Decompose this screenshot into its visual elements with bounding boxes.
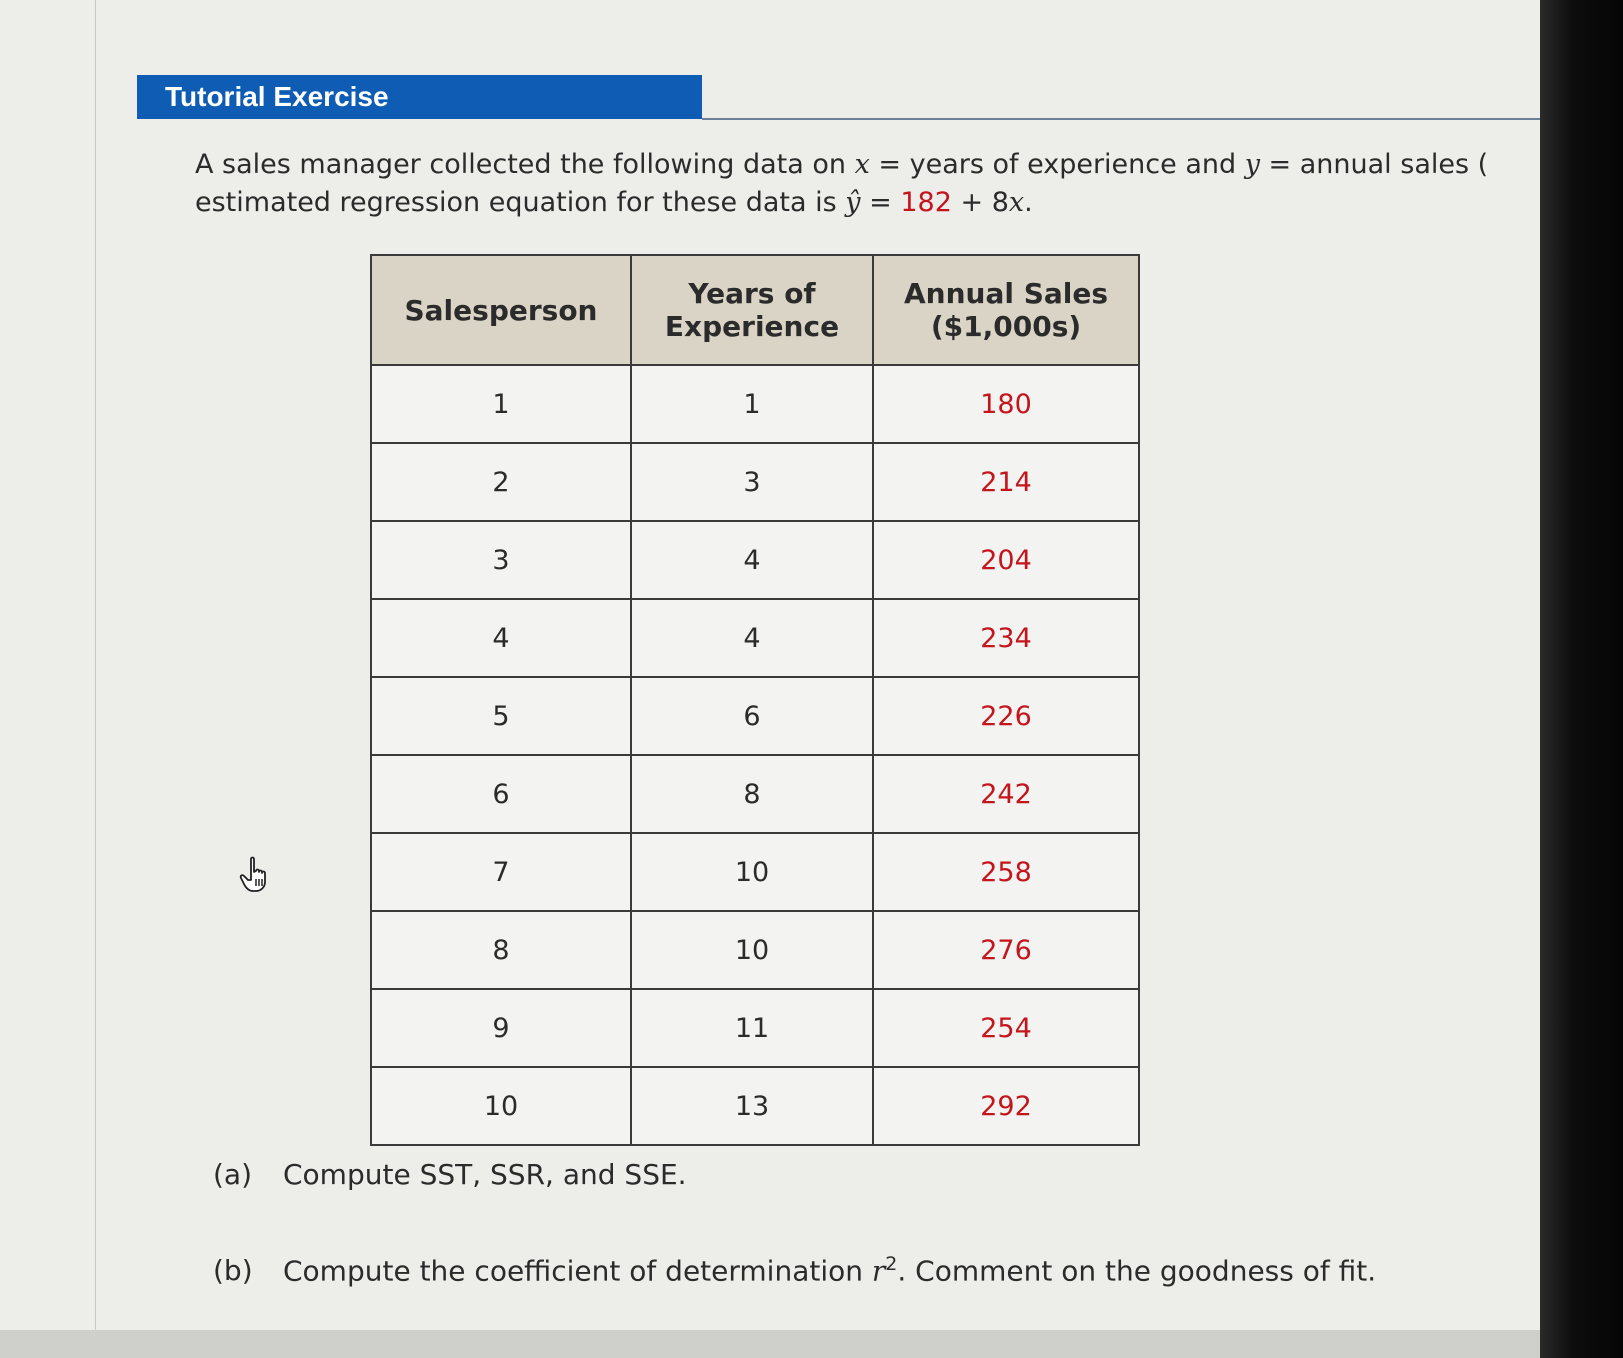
table-row xyxy=(371,1067,1139,1145)
intro-text: = years of experience and xyxy=(869,149,1245,180)
intercept-value: 182 xyxy=(900,187,952,218)
cell-annual-sales: 254 xyxy=(873,989,1139,1067)
cell-years: 6 xyxy=(631,677,873,755)
hand-pointer-icon xyxy=(238,855,278,895)
y-hat-symbol: ŷ xyxy=(845,187,861,218)
cell-years: 8 xyxy=(631,755,873,833)
cell-annual-sales: 204 xyxy=(873,521,1139,599)
cell-salesperson: 3 xyxy=(371,521,631,599)
table-row xyxy=(371,521,1139,599)
cell-years: 4 xyxy=(631,599,873,677)
cell-annual-sales: 276 xyxy=(873,911,1139,989)
cell-salesperson: 7 xyxy=(371,833,631,911)
cell-years: 3 xyxy=(631,443,873,521)
cell-annual-sales: 292 xyxy=(873,1067,1139,1145)
question-a-label: (a) xyxy=(213,1158,253,1191)
equals-sign: = xyxy=(860,187,901,218)
header-annual-sales: Annual Sales ($1,000s) xyxy=(873,255,1139,365)
period: . xyxy=(1024,187,1033,218)
cell-salesperson: 8 xyxy=(371,911,631,989)
table-row xyxy=(371,443,1139,521)
intro-text: = annual sales ( xyxy=(1259,149,1489,180)
slope-term: + 8 xyxy=(951,187,1009,218)
question-b xyxy=(213,1253,1376,1287)
cell-salesperson: 5 xyxy=(371,677,631,755)
cell-years: 1 xyxy=(631,365,873,443)
y-variable: y xyxy=(1244,149,1260,180)
question-b-text: Compute the coefficient of determination xyxy=(283,1254,872,1288)
cell-years: 13 xyxy=(631,1067,873,1145)
header-years-of-experience: Years of Experience xyxy=(631,255,873,365)
tutorial-exercise-banner xyxy=(137,75,702,119)
cell-annual-sales: 226 xyxy=(873,677,1139,755)
x-variable: x xyxy=(854,149,870,180)
cell-annual-sales: 242 xyxy=(873,755,1139,833)
intro-line-1 xyxy=(195,146,1540,184)
question-b-label: (b) xyxy=(213,1254,253,1288)
cell-salesperson: 6 xyxy=(371,755,631,833)
cell-years: 10 xyxy=(631,833,873,911)
table-row xyxy=(371,911,1139,989)
banner-title: Tutorial Exercise xyxy=(165,81,389,112)
x-variable: x xyxy=(1008,187,1025,218)
table-row xyxy=(371,833,1139,911)
intro-line-2 xyxy=(195,184,1540,222)
bottom-edge xyxy=(0,1330,1540,1358)
cell-annual-sales: 234 xyxy=(873,599,1139,677)
cell-annual-sales: 180 xyxy=(873,365,1139,443)
problem-statement xyxy=(195,146,1540,222)
header-salesperson: Salesperson xyxy=(371,255,631,365)
question-b-text-2: . Comment on the goodness of fit. xyxy=(897,1254,1377,1288)
cell-years: 4 xyxy=(631,521,873,599)
r-variable: r xyxy=(871,1254,886,1288)
table-row xyxy=(371,599,1139,677)
table-row xyxy=(371,755,1139,833)
monitor-bezel xyxy=(1540,0,1623,1358)
cell-salesperson: 10 xyxy=(371,1067,631,1145)
margin-line xyxy=(95,0,96,1330)
table-header-row xyxy=(371,255,1139,365)
cell-salesperson: 2 xyxy=(371,443,631,521)
cell-salesperson: 4 xyxy=(371,599,631,677)
cell-years: 10 xyxy=(631,911,873,989)
question-a xyxy=(213,1158,687,1191)
r-exponent: 2 xyxy=(885,1253,898,1275)
intro-text: estimated regression equation for these data is xyxy=(195,187,846,218)
cell-salesperson: 9 xyxy=(371,989,631,1067)
intro-text: A sales manager collected the following data on xyxy=(195,149,855,180)
table-row xyxy=(371,677,1139,755)
data-table xyxy=(370,254,1140,1146)
table-row xyxy=(371,365,1139,443)
banner-rule xyxy=(702,118,1540,120)
cell-salesperson: 1 xyxy=(371,365,631,443)
cell-annual-sales: 214 xyxy=(873,443,1139,521)
table-row xyxy=(371,989,1139,1067)
question-a-text: Compute SST, SSR, and SSE. xyxy=(283,1158,687,1191)
cell-years: 11 xyxy=(631,989,873,1067)
cell-annual-sales: 258 xyxy=(873,833,1139,911)
